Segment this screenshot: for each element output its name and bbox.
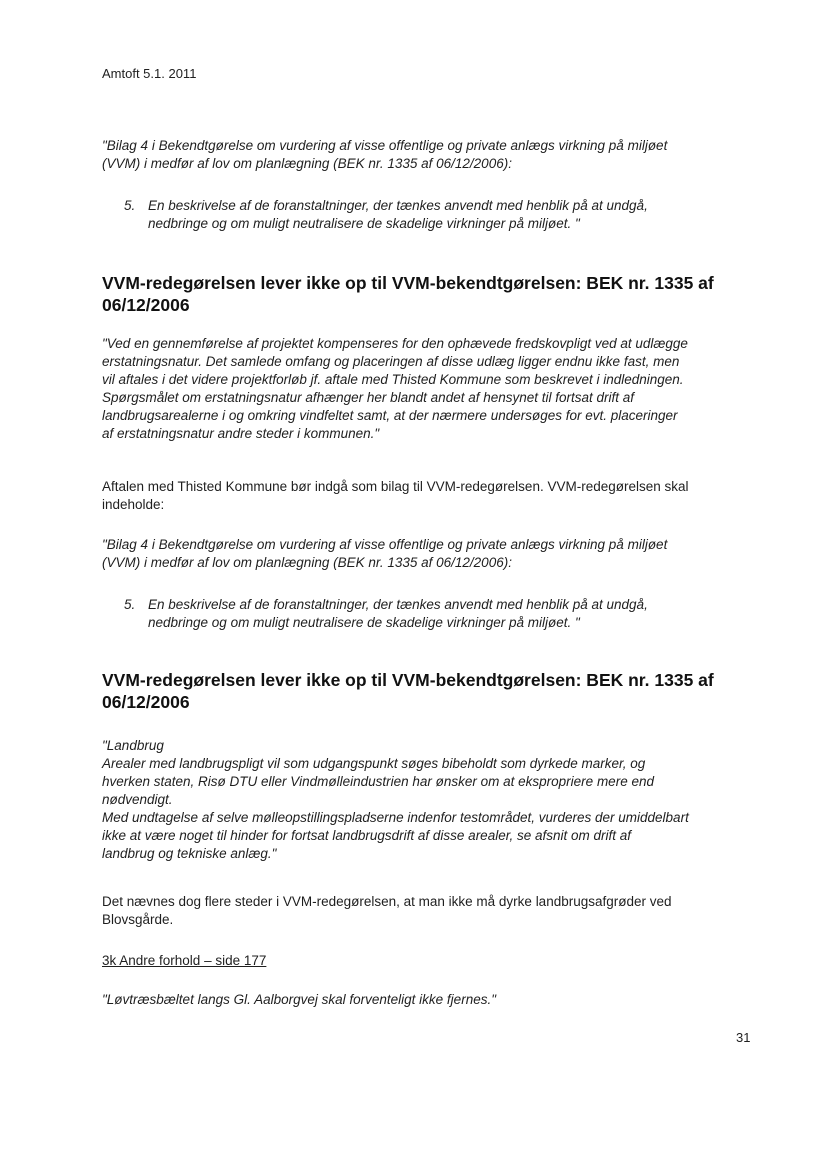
quote-line: landbrug og tekniske anlæg." (102, 846, 277, 861)
quote-erstatningsnatur (102, 335, 688, 443)
quote-line: (VVM) i medfør af lov om planlægning (BEK nr. 1335 af 06/12/2006): (102, 555, 512, 570)
quote-line: "Bilag 4 i Bekendtgørelse om vurdering af visse offentlige og private anlægs virkning på miljøet (102, 138, 668, 153)
quote-line: af erstatningsnatur andre steder i kommunen." (102, 426, 380, 441)
heading-line: 06/12/2006 (102, 295, 190, 315)
section-heading (102, 669, 714, 713)
quote-line: Arealer med landbrugspligt vil som udgangspunkt søges bibeholdt som dyrkede marker, og (102, 756, 646, 771)
quote-line: "Ved en gennemførelse af projektet kompenseres for den ophævede fredskovpligt ved at udlægge (102, 336, 688, 351)
section-heading (102, 272, 714, 316)
paragraph-aftalen (102, 478, 689, 514)
quote-line: hverken staten, Risø DTU eller Vindmølleindustrien har ønsker om at ekspropriere mere end (102, 774, 654, 789)
list-item-5 (0, 197, 826, 237)
list-item-5 (0, 596, 826, 636)
quote-line: landbrugsarealerne i og omkring vindfeltet samt, at der nærmere undersøges for evt. placeringer (102, 408, 678, 423)
page-number: 31 (736, 1030, 751, 1045)
list-item-number: 5. (124, 597, 136, 612)
quote-line: "Landbrug (102, 738, 164, 753)
quote-loevtraesbaelte: "Løvtræsbæltet langs Gl. Aalborgvej skal forventeligt ikke fjernes." (102, 992, 496, 1007)
list-item-line: nedbringe og om muligt neutralisere de skadelige virkninger på miljøet. " (148, 615, 580, 630)
quote-bilag-4 (102, 137, 667, 173)
quote-line: vil aftales i det videre projektforløb jf. aftale med Thisted Kommune som beskrevet i indledningen. (102, 372, 684, 387)
heading-line: VVM-redegørelsen lever ikke op til VVM-bekendtgørelsen: BEK nr. 1335 af (102, 273, 714, 293)
paragraph-line: Det nævnes dog flere steder i VVM-redegørelsen, at man ikke må dyrke landbrugsafgrøder ved (102, 894, 672, 909)
section-reference-link[interactable]: 3k Andre forhold – side 177 (102, 953, 267, 968)
list-item-line: nedbringe og om muligt neutralisere de skadelige virkninger på miljøet. " (148, 216, 580, 231)
quote-line: Med undtagelse af selve mølleopstillingspladserne indenfor testområdet, vurderes der umiddelbart (102, 810, 689, 825)
quote-line: "Bilag 4 i Bekendtgørelse om vurdering af visse offentlige og private anlægs virkning på miljøet (102, 537, 668, 552)
paragraph-line: Aftalen med Thisted Kommune bør indgå som bilag til VVM-redegørelsen. VVM-redegørelsen skal (102, 479, 689, 494)
quote-landbrug (102, 737, 689, 863)
quote-line: nødvendigt. (102, 792, 173, 807)
heading-line: 06/12/2006 (102, 692, 190, 712)
quote-line: ikke at være noget til hinder for fortsat landbrugsdrift af disse arealer, se afsnit om drift af (102, 828, 632, 843)
list-item-number: 5. (124, 198, 136, 213)
paragraph-blovsgaarde (102, 893, 672, 929)
heading-line: VVM-redegørelsen lever ikke op til VVM-bekendtgørelsen: BEK nr. 1335 af (102, 670, 714, 690)
quote-line: erstatningsnatur. Det samlede omfang og placeringen af disse udlæg ligger endnu ikke fast, men (102, 354, 680, 369)
quote-bilag-4 (102, 536, 667, 572)
document-header: Amtoft 5.1. 2011 (102, 66, 197, 81)
quote-line: (VVM) i medfør af lov om planlægning (BEK nr. 1335 af 06/12/2006): (102, 156, 512, 171)
paragraph-line: Blovsgårde. (102, 912, 174, 927)
quote-line: Spørgsmålet om erstatningsnatur afhænger her blandt andet af hensynet til fortsat drift af (102, 390, 635, 405)
paragraph-line: indeholde: (102, 497, 165, 512)
list-item-line: En beskrivelse af de foranstaltninger, der tænkes anvendt med henblik på at undgå, (148, 597, 648, 612)
list-item-line: En beskrivelse af de foranstaltninger, der tænkes anvendt med henblik på at undgå, (148, 198, 648, 213)
